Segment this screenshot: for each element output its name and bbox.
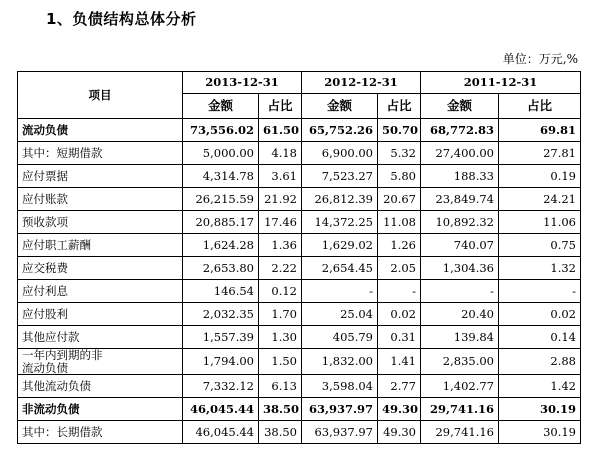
- cell-ratio-2011: 27.81: [499, 142, 581, 165]
- cell-amount-2013: 46,045.44: [183, 398, 259, 421]
- cell-amount-2011: 1,402.77: [421, 375, 499, 398]
- cell-amount-2011: 139.84: [421, 326, 499, 349]
- row-label: 应付利息: [18, 280, 183, 303]
- row-label: 应付职工薪酬: [18, 234, 183, 257]
- row-label: 应交税费: [18, 257, 183, 280]
- cell-ratio-2013: 6.13: [259, 375, 302, 398]
- cell-ratio-2011: 2.88: [499, 349, 581, 375]
- header-amount: 金额: [183, 94, 259, 119]
- row-label: 流动负债: [18, 119, 183, 142]
- table-row-notes-payable: [18, 165, 581, 188]
- cell-amount-2011: -: [421, 280, 499, 303]
- cell-amount-2012: 63,937.97: [302, 398, 378, 421]
- cell-amount-2011: 740.07: [421, 234, 499, 257]
- table-row-other-current-liabilities: [18, 375, 581, 398]
- cell-ratio-2013: 0.12: [259, 280, 302, 303]
- cell-amount-2013: 20,885.17: [183, 211, 259, 234]
- header-item: 项目: [18, 72, 183, 119]
- cell-ratio-2011: 0.14: [499, 326, 581, 349]
- cell-ratio-2011: 0.19: [499, 165, 581, 188]
- cell-ratio-2012: 11.08: [378, 211, 421, 234]
- cell-ratio-2013: 38.50: [259, 398, 302, 421]
- cell-amount-2012: 405.79: [302, 326, 378, 349]
- cell-ratio-2012: 20.67: [378, 188, 421, 211]
- table-row-employee-compensation: [18, 234, 581, 257]
- cell-ratio-2013: 3.61: [259, 165, 302, 188]
- table-row-noncurrent-liabilities: [18, 398, 581, 421]
- cell-amount-2013: 4,314.78: [183, 165, 259, 188]
- row-label: 应付股利: [18, 303, 183, 326]
- cell-ratio-2013: 1.70: [259, 303, 302, 326]
- row-label: 其他流动负债: [18, 375, 183, 398]
- cell-amount-2012: 63,937.97: [302, 421, 378, 444]
- row-label: 其他应付款: [18, 326, 183, 349]
- cell-ratio-2012: 0.02: [378, 303, 421, 326]
- cell-ratio-2011: 0.75: [499, 234, 581, 257]
- cell-ratio-2013: 1.50: [259, 349, 302, 375]
- row-label: 其中：短期借款: [18, 142, 183, 165]
- cell-amount-2012: 25.04: [302, 303, 378, 326]
- cell-amount-2012: 6,900.00: [302, 142, 378, 165]
- cell-amount-2011: 68,772.83: [421, 119, 499, 142]
- cell-amount-2011: 188.33: [421, 165, 499, 188]
- cell-ratio-2012: 5.80: [378, 165, 421, 188]
- cell-ratio-2013: 1.30: [259, 326, 302, 349]
- cell-ratio-2012: 50.70: [378, 119, 421, 142]
- cell-amount-2012: 1,832.00: [302, 349, 378, 375]
- table-row-current-portion-noncurrent: [18, 349, 581, 375]
- cell-amount-2012: 65,752.26: [302, 119, 378, 142]
- table-row-short-term-loans: [18, 142, 581, 165]
- cell-ratio-2011: 0.02: [499, 303, 581, 326]
- header-period-2013: 2013-12-31: [183, 72, 302, 94]
- row-label: 其中：长期借款: [18, 421, 183, 444]
- cell-ratio-2013: 4.18: [259, 142, 302, 165]
- cell-amount-2012: 14,372.25: [302, 211, 378, 234]
- cell-ratio-2012: -: [378, 280, 421, 303]
- cell-ratio-2012: 49.30: [378, 421, 421, 444]
- table-row-accounts-payable: [18, 188, 581, 211]
- header-period-2012: 2012-12-31: [302, 72, 421, 94]
- cell-amount-2013: 1,794.00: [183, 349, 259, 375]
- cell-amount-2013: 73,556.02: [183, 119, 259, 142]
- cell-ratio-2012: 1.41: [378, 349, 421, 375]
- cell-ratio-2011: 30.19: [499, 421, 581, 444]
- cell-ratio-2011: 1.32: [499, 257, 581, 280]
- cell-ratio-2012: 2.77: [378, 375, 421, 398]
- cell-amount-2013: 46,045.44: [183, 421, 259, 444]
- cell-ratio-2012: 0.31: [378, 326, 421, 349]
- section-title: 1、负债结构总体分析: [46, 10, 197, 28]
- cell-ratio-2012: 5.32: [378, 142, 421, 165]
- row-label: 非流动负债: [18, 398, 183, 421]
- cell-ratio-2013: 38.50: [259, 421, 302, 444]
- cell-amount-2011: 23,849.74: [421, 188, 499, 211]
- cell-amount-2012: 26,812.39: [302, 188, 378, 211]
- cell-ratio-2013: 17.46: [259, 211, 302, 234]
- table-row-dividends-payable: [18, 303, 581, 326]
- row-label-line-2: 流动负债: [22, 360, 68, 375]
- cell-amount-2013: 146.54: [183, 280, 259, 303]
- row-label: [18, 349, 183, 375]
- cell-amount-2011: 27,400.00: [421, 142, 499, 165]
- row-label-line-1: 一年内到期的非: [22, 348, 103, 362]
- cell-amount-2013: 5,000.00: [183, 142, 259, 165]
- header-ratio: 占比: [259, 94, 302, 119]
- cell-amount-2011: 29,741.16: [421, 421, 499, 444]
- cell-ratio-2013: 1.36: [259, 234, 302, 257]
- cell-ratio-2012: 1.26: [378, 234, 421, 257]
- cell-ratio-2013: 21.92: [259, 188, 302, 211]
- cell-amount-2013: 2,653.80: [183, 257, 259, 280]
- cell-amount-2012: -: [302, 280, 378, 303]
- header-ratio: 占比: [499, 94, 581, 119]
- cell-ratio-2011: 30.19: [499, 398, 581, 421]
- table-row-advance-receipts: [18, 211, 581, 234]
- row-label: 应付账款: [18, 188, 183, 211]
- cell-ratio-2013: 61.50: [259, 119, 302, 142]
- cell-ratio-2011: 1.42: [499, 375, 581, 398]
- liability-structure-table: [17, 71, 581, 444]
- cell-ratio-2012: 2.05: [378, 257, 421, 280]
- table-row-taxes-payable: [18, 257, 581, 280]
- row-label: 预收款项: [18, 211, 183, 234]
- cell-ratio-2011: 11.06: [499, 211, 581, 234]
- table-row-interest-payable: [18, 280, 581, 303]
- cell-ratio-2011: -: [499, 280, 581, 303]
- header-amount: 金额: [302, 94, 378, 119]
- cell-amount-2012: 2,654.45: [302, 257, 378, 280]
- cell-amount-2013: 26,215.59: [183, 188, 259, 211]
- table-row-other-payables: [18, 326, 581, 349]
- cell-amount-2013: 2,032.35: [183, 303, 259, 326]
- cell-amount-2011: 1,304.36: [421, 257, 499, 280]
- header-ratio: 占比: [378, 94, 421, 119]
- cell-amount-2012: 7,523.27: [302, 165, 378, 188]
- unit-label: 单位：万元,%: [502, 52, 578, 66]
- cell-ratio-2012: 49.30: [378, 398, 421, 421]
- table-row-current-liabilities: [18, 119, 581, 142]
- row-label: 应付票据: [18, 165, 183, 188]
- header-amount: 金额: [421, 94, 499, 119]
- cell-amount-2011: 10,892.32: [421, 211, 499, 234]
- cell-ratio-2013: 2.22: [259, 257, 302, 280]
- cell-amount-2012: 3,598.04: [302, 375, 378, 398]
- cell-amount-2011: 29,741.16: [421, 398, 499, 421]
- cell-amount-2013: 1,557.39: [183, 326, 259, 349]
- cell-amount-2013: 1,624.28: [183, 234, 259, 257]
- cell-ratio-2011: 69.81: [499, 119, 581, 142]
- cell-amount-2012: 1,629.02: [302, 234, 378, 257]
- header-row-periods: [18, 72, 581, 94]
- table-row-long-term-loans: [18, 421, 581, 444]
- cell-amount-2011: 20.40: [421, 303, 499, 326]
- cell-ratio-2011: 24.21: [499, 188, 581, 211]
- cell-amount-2013: 7,332.12: [183, 375, 259, 398]
- header-period-2011: 2011-12-31: [421, 72, 581, 94]
- cell-amount-2011: 2,835.00: [421, 349, 499, 375]
